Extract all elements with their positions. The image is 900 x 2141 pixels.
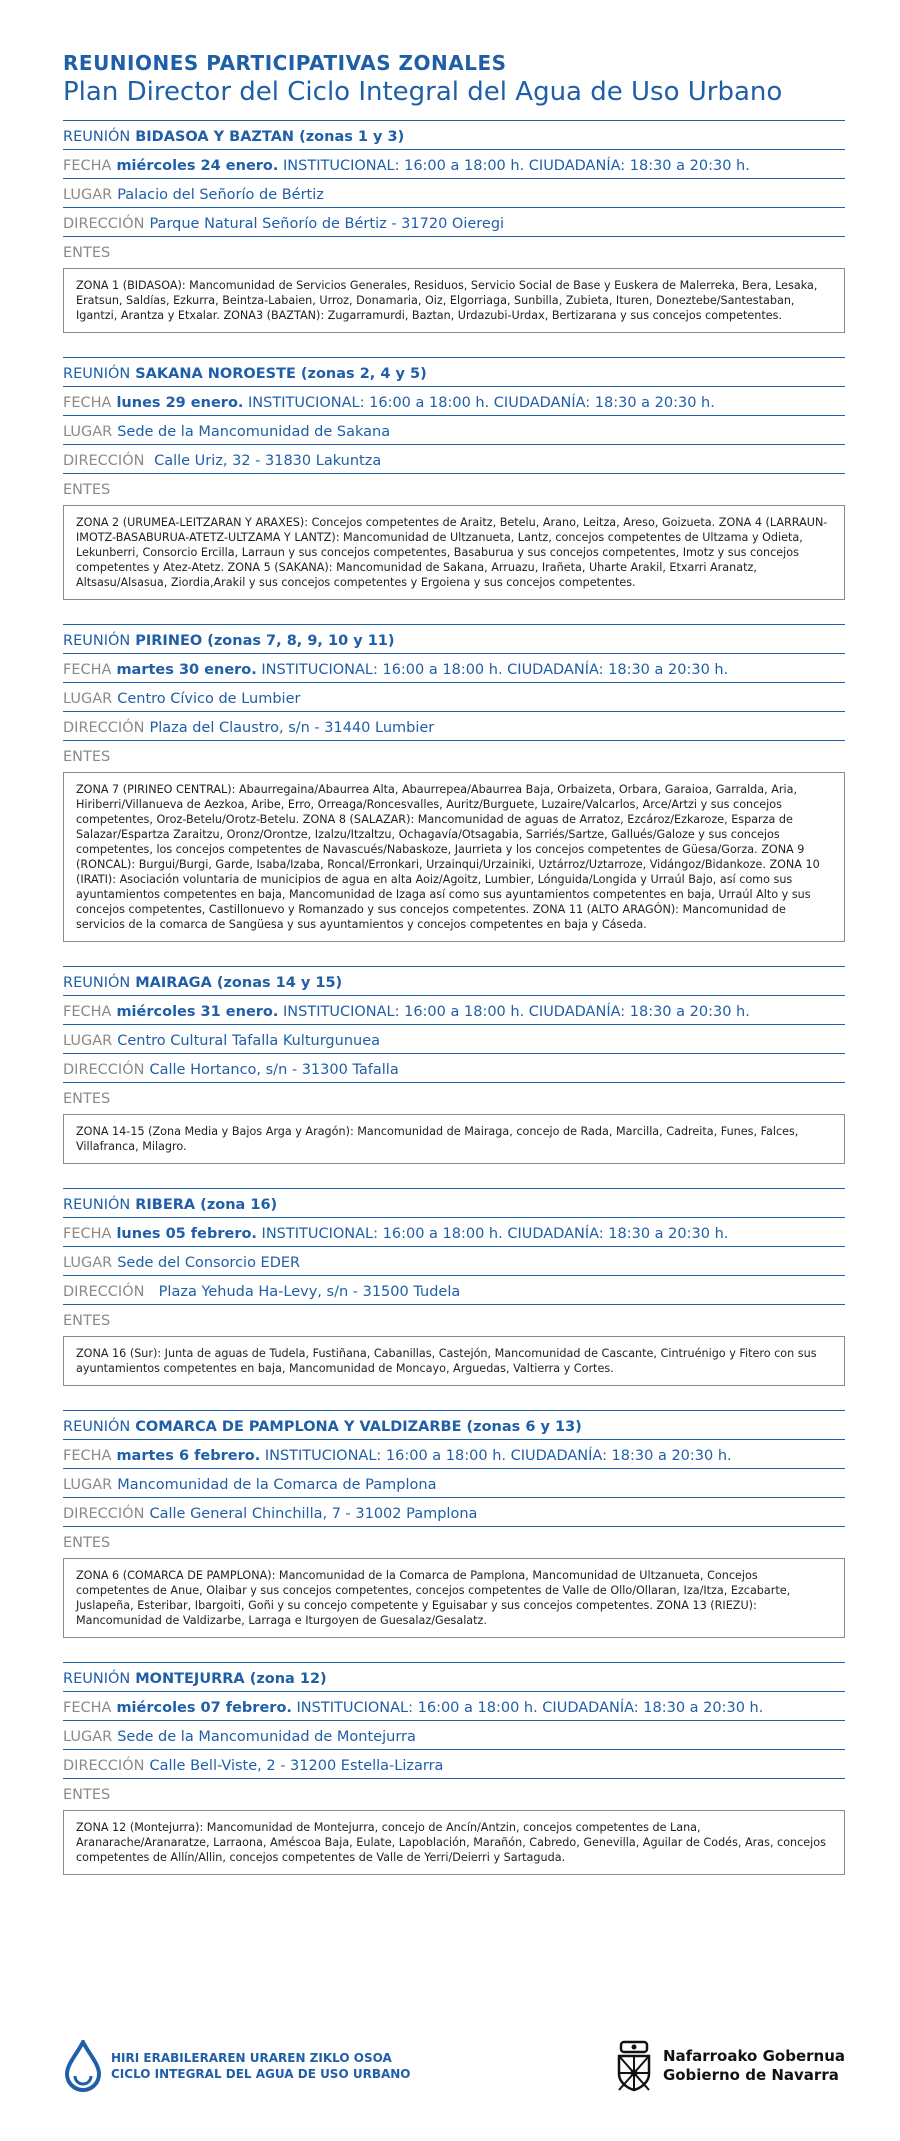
footer-right-line1: Nafarroako Gobernua [662, 2047, 845, 2065]
meeting-address-row [63, 712, 845, 741]
meeting-title [63, 1188, 845, 1218]
fecha-label: FECHA [63, 1226, 112, 1242]
meeting-entities: ZONA 1 (BIDASOA): Mancomunidad de Servicios Generales, Residuos, Servicio Social de Base y Euskera de Malerreka, Bera, Lesaka, Eratsun, Saldías, Ezkurra, Beintza-Labaien, Urroz, Donamaria, Oiz, Elgorriaga, Sunbilla, Zubieta, Ituren, Doneztebe/Santestaban, Igantzi, Arantza y Etxalar. ZONA3 (BAZTAN): Zugarramurdi, Baztan, Urdazubi-Urdax, Bertizarana y sus concejos competentes. [63, 268, 845, 333]
meeting-place-row [63, 683, 845, 712]
meeting-date-row [63, 1440, 845, 1469]
meeting-address-row [63, 208, 845, 237]
reunion-label: REUNIÓN [63, 633, 131, 649]
meeting-address-row [63, 1498, 845, 1527]
footer [63, 2040, 845, 2095]
meeting-place-row [63, 1721, 845, 1750]
meeting-entities: ZONA 7 (PIRINEO CENTRAL): Abaurregaina/Abaurrea Alta, Abaurrepea/Abaurrea Baja, Orbaizeta, Orbara, Garaioa, Garralda, Aria, Hiriberri/Villanueva de Aezkoa, Aribe, Erro, Orreaga/Roncesvalles, Auritz/Burguete, Luzaire/Valcarlos, Arce/Artzi y sus concejos competentes, Oroz-Betelu/Orotz-Betelu. ZONA 8 (SALAZAR): Mancomunidad de aguas de Arratoz, Ezcároz/Ezkaroze, Esparza de Salazar/Espartza Zaraitzu, Oronz/Orontze, Izalzu/Itzaltzu, Ochagavía/Otsagabia, Sarriés/Sartze, Gallués/Galoze y sus concejos competentes, los concejos competentes de Navascués/Nabaskoze, Jaurrieta y los concejos competentes de Güesa/Gorza. ZONA 9 (RONCAL): Burgui/Burgi, Garde, Isaba/Izaba, Roncal/Erronkari, Urzainqui/Urzainiki, Uztárroz/Uztarroze, Vidángoz/Bidankoze. ZONA 10 (IRATI): Asociación voluntaria de municipios de agua en alta Aoiz/Agoitz, Lumbier, Lónguida/Longida y Urraúl Bajo, así como sus ayuntamientos competentes en baja, Mancomunidad de Izaga así como sus ayuntamientos competentes en baja, Urraúl Alto y sus concejos competentes, Castillonuevo y Romanzado y sus concejos competentes. ZONA 11 (ALTO ARAGÓN): Mancomunidad de servicios de la comarca de Sangüesa y sus ayuntamientos y concejos competentes en baja y Cáseda. [63, 772, 845, 942]
page-subtitle: Plan Director del Ciclo Integral del Agua de Uso Urbano [63, 77, 783, 107]
meeting-title [63, 1410, 845, 1440]
meeting-name: MAIRAGA (zonas 14 y 15) [135, 975, 343, 991]
meeting-place-row [63, 179, 845, 208]
entes-label: ENTES [63, 1787, 111, 1803]
meeting-place: Palacio del Señorío de Bértiz [117, 187, 324, 203]
meetings-list [63, 120, 845, 1875]
meeting-place: Sede del Consorcio EDER [117, 1255, 301, 1271]
reunion-label: REUNIÓN [63, 1197, 131, 1213]
navarra-coat-of-arms-icon [613, 2040, 655, 2092]
meeting-schedule: INSTITUCIONAL: 16:00 a 18:00 h. CIUDADANÍA: 18:30 a 20:30 h. [283, 1004, 750, 1020]
meeting-place: Mancomunidad de la Comarca de Pamplona [117, 1477, 437, 1493]
meeting-place: Sede de la Mancomunidad de Sakana [117, 424, 391, 440]
meeting-place: Centro Cívico de Lumbier [117, 691, 301, 707]
meeting-place-row [63, 1469, 845, 1498]
meeting-place: Sede de la Mancomunidad de Montejurra [117, 1729, 416, 1745]
meeting-entities: ZONA 2 (URUMEA-LEITZARAN Y ARAXES): Concejos competentes de Araitz, Betelu, Arano, Leitza, Areso, Goizueta. ZONA 4 (LARRAUN-IMOTZ-BASABURUA-ATETZ-ULTZAMA Y LANTZ): Mancomunidad de Ultzanueta, Lantz, concejos competentes de Ultzama y Odieta, Lekunberri, Consorcio Ercilla, Larraun y sus concejos competentes, Basaburua y sus concejos competentes, Imotz y sus concejos competentes y Atez-Atetz. ZONA 5 (SAKANA): Mancomunidad de Sakana, Arruazu, Irañeta, Uharte Arakil, Etxarri Aranatz, Altsasu/Alsasua, Ziordia,Arakil y sus concejos competentes y Ergoiena y sus concejos competentes. [63, 505, 845, 600]
meeting-date-row [63, 387, 845, 416]
meeting-title [63, 1662, 845, 1692]
direccion-label: DIRECCIÓN [63, 216, 145, 232]
meeting-address: Calle Hortanco, s/n - 31300 Tafalla [149, 1062, 399, 1078]
meeting-date-row [63, 654, 845, 683]
meeting-entities: ZONA 16 (Sur): Junta de aguas de Tudela, Fustiñana, Cabanillas, Castejón, Mancomunidad de Cascante, Cintruénigo y Fitero con sus ayuntamientos competentes en baja, Mancomunidad de Moncayo, Arguedas, Valtierra y Cortes. [63, 1336, 845, 1386]
footer-right-line2: Gobierno de Navarra [662, 2066, 839, 2084]
direccion-label: DIRECCIÓN [63, 453, 145, 469]
meeting-schedule: INSTITUCIONAL: 16:00 a 18:00 h. CIUDADANÍA: 18:30 a 20:30 h. [261, 662, 729, 678]
meeting-entes-row [63, 1779, 845, 1807]
meeting-date: lunes 05 febrero. [116, 1226, 257, 1242]
fecha-label: FECHA [63, 1700, 112, 1716]
meeting-address: Calle General Chinchilla, 7 - 31002 Pamplona [149, 1506, 478, 1522]
reunion-label: REUNIÓN [63, 366, 131, 382]
entes-label: ENTES [63, 482, 111, 498]
direccion-label: DIRECCIÓN [63, 1284, 145, 1300]
direccion-label: DIRECCIÓN [63, 720, 145, 736]
fecha-label: FECHA [63, 662, 112, 678]
meeting-name: RIBERA (zona 16) [135, 1197, 278, 1213]
meeting-address: Plaza del Claustro, s/n - 31440 Lumbier [149, 720, 435, 736]
fecha-label: FECHA [63, 395, 112, 411]
meeting-block [63, 1662, 845, 1875]
meeting-address-row [63, 1276, 845, 1305]
meeting-address: Calle Uriz, 32 - 31830 Lakuntza [149, 453, 382, 469]
lugar-label: LUGAR [63, 1255, 113, 1271]
meeting-title [63, 357, 845, 387]
meeting-block [63, 1410, 845, 1638]
meeting-entities: ZONA 12 (Montejurra): Mancomunidad de Montejurra, concejo de Ancín/Antzin, concejos competentes de Lana, Aranarache/Aranaratze, Larraona, Améscoa Baja, Eulate, Lapoblación, Marañón, Cabredo, Genevilla, Aguilar de Codés, Aras, concejos competentes de Allín/Allin, concejos competentes de Valle de Yerri/Deierri y Sartaguda. [63, 1810, 845, 1875]
meeting-title [63, 966, 845, 996]
lugar-label: LUGAR [63, 187, 113, 203]
meeting-schedule: INSTITUCIONAL: 16:00 a 18:00 h. CIUDADANÍA: 18:30 a 20:30 h. [261, 1226, 729, 1242]
entes-label: ENTES [63, 1535, 111, 1551]
meeting-name: SAKANA NOROESTE (zonas 2, 4 y 5) [135, 366, 427, 382]
meeting-name: PIRINEO (zonas 7, 8, 9, 10 y 11) [135, 633, 395, 649]
meeting-address-row [63, 445, 845, 474]
meeting-date: miércoles 07 febrero. [116, 1700, 292, 1716]
reunion-label: REUNIÓN [63, 975, 131, 991]
lugar-label: LUGAR [63, 691, 113, 707]
gobierno-navarra-logo [613, 2040, 845, 2092]
meeting-address: Parque Natural Señorío de Bértiz - 31720 Oieregi [149, 216, 505, 232]
fecha-label: FECHA [63, 1448, 112, 1464]
meeting-block [63, 966, 845, 1164]
meeting-date-row [63, 996, 845, 1025]
document [63, 50, 845, 1875]
meeting-date: martes 30 enero. [116, 662, 257, 678]
meeting-name: COMARCA DE PAMPLONA Y VALDIZARBE (zonas 6 y 13) [135, 1419, 582, 1435]
meeting-schedule: INSTITUCIONAL: 16:00 a 18:00 h. CIUDADANÍA: 18:30 a 20:30 h. [296, 1700, 764, 1716]
page-title: REUNIONES PARTICIPATIVAS ZONALES [63, 51, 507, 75]
entes-label: ENTES [63, 1313, 111, 1329]
meeting-block [63, 120, 845, 333]
meeting-address: Plaza Yehuda Ha-Levy, s/n - 31500 Tudela [149, 1284, 461, 1300]
meeting-date: miércoles 31 enero. [116, 1004, 279, 1020]
meeting-entities: ZONA 14-15 (Zona Media y Bajos Arga y Aragón): Mancomunidad de Mairaga, concejo de Rada, Marcilla, Cadreita, Funes, Falces, Villafranca, Milagro. [63, 1114, 845, 1164]
meeting-date: martes 6 febrero. [116, 1448, 261, 1464]
meeting-schedule: INSTITUCIONAL: 16:00 a 18:00 h. CIUDADANÍA: 18:30 a 20:30 h. [283, 158, 750, 174]
meeting-address-row [63, 1054, 845, 1083]
meeting-place-row [63, 1247, 845, 1276]
water-drop-icon [63, 2040, 103, 2092]
meeting-place-row [63, 416, 845, 445]
meeting-date: miércoles 24 enero. [116, 158, 279, 174]
meeting-date-row [63, 1218, 845, 1247]
direccion-label: DIRECCIÓN [63, 1506, 145, 1522]
reunion-label: REUNIÓN [63, 1671, 131, 1687]
entes-label: ENTES [63, 1091, 111, 1107]
meeting-date: lunes 29 enero. [116, 395, 244, 411]
meeting-entes-row [63, 474, 845, 502]
meeting-date-row [63, 150, 845, 179]
fecha-label: FECHA [63, 1004, 112, 1020]
lugar-label: LUGAR [63, 1477, 113, 1493]
meeting-block [63, 357, 845, 600]
fecha-label: FECHA [63, 158, 112, 174]
meeting-entes-row [63, 741, 845, 769]
meeting-name: MONTEJURRA (zona 12) [135, 1671, 327, 1687]
meeting-address-row [63, 1750, 845, 1779]
lugar-label: LUGAR [63, 1033, 113, 1049]
entes-label: ENTES [63, 749, 111, 765]
reunion-label: REUNIÓN [63, 129, 131, 145]
meeting-entes-row [63, 1083, 845, 1111]
meeting-title [63, 120, 845, 150]
ciclo-agua-logo [63, 2040, 411, 2092]
meeting-name: BIDASOA Y BAZTAN (zonas 1 y 3) [135, 129, 405, 145]
meeting-entes-row [63, 237, 845, 265]
meeting-entes-row [63, 1527, 845, 1555]
meeting-place: Centro Cultural Tafalla Kulturgunuea [117, 1033, 381, 1049]
meeting-date-row [63, 1692, 845, 1721]
meeting-entities: ZONA 6 (COMARCA DE PAMPLONA): Mancomunidad de la Comarca de Pamplona, Mancomunidad de Ultzanueta, Concejos competentes de Anue, Olaibar y sus concejos competentes, concejos competentes de Valle de Ollo/Ollaran, Iza/Itza, Ezcabarte, Juslapeña, Esteribar, Ibargoiti, Goñi y su concejo competente y Eguisabar y sus concejos competentes. ZONA 13 (RIEZU): Mancomunidad de Valdizarbe, Larraga e Iturgoyen de Guesalaz/Gesalatz. [63, 1558, 845, 1638]
meeting-place-row [63, 1025, 845, 1054]
reunion-label: REUNIÓN [63, 1419, 131, 1435]
meeting-block [63, 624, 845, 942]
footer-left-line2: CICLO INTEGRAL DEL AGUA DE USO URBANO [111, 2067, 411, 2081]
direccion-label: DIRECCIÓN [63, 1758, 145, 1774]
meeting-block [63, 1188, 845, 1386]
lugar-label: LUGAR [63, 424, 113, 440]
meeting-title [63, 624, 845, 654]
footer-left-line1: HIRI ERABILERAREN URAREN ZIKLO OSOA [111, 2051, 392, 2065]
meeting-schedule: INSTITUCIONAL: 16:00 a 18:00 h. CIUDADANÍA: 18:30 a 20:30 h. [264, 1448, 732, 1464]
meeting-address: Calle Bell-Viste, 2 - 31200 Estella-Lizarra [149, 1758, 444, 1774]
lugar-label: LUGAR [63, 1729, 113, 1745]
entes-label: ENTES [63, 245, 111, 261]
direccion-label: DIRECCIÓN [63, 1062, 145, 1078]
meeting-entes-row [63, 1305, 845, 1333]
meeting-schedule: INSTITUCIONAL: 16:00 a 18:00 h. CIUDADANÍA: 18:30 a 20:30 h. [248, 395, 715, 411]
